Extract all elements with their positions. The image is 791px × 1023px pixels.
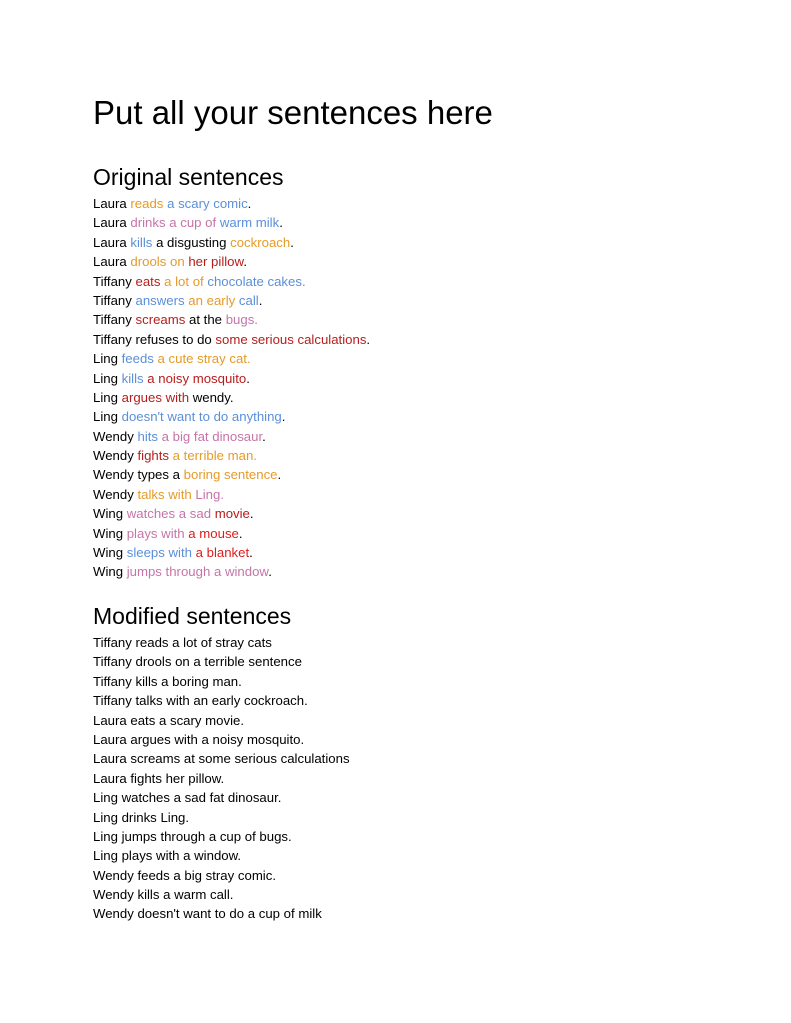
sentence-segment: Wing [93,564,127,580]
sentence-segment: . [249,545,253,561]
sentence-segment: . [243,254,247,270]
original-sentence [93,562,370,581]
original-sentence [93,369,370,388]
sentence-segment: drools on [130,254,189,270]
original-sentence [93,446,370,465]
sentence-segment: . [262,428,266,444]
sentence-segment: a window [213,564,269,580]
sentence-segment: kills [121,370,148,386]
modified-sentence: Wendy feeds a big stray comic. [93,867,276,883]
sentence-segment: a mouse [188,525,239,541]
sentence-segment: scary comic [178,196,248,211]
modified-sentence: Tiffany talks with an early cockroach. [93,693,308,709]
modified-sentence: Laura fights her pillow. [93,770,225,786]
sentence-segment: a lot of [164,273,208,289]
sentence-segment: cockroach [230,234,291,250]
sentence-segment: cute stray cat. [168,351,251,367]
sentence-segment: argues with [121,389,193,405]
sentence-segment: Ling [93,351,122,367]
sentence-segment: a sad [178,506,215,522]
sentence-segment: . [366,331,371,347]
original-sentence [93,310,370,329]
modified-sentence: Ling plays with a window. [93,848,242,864]
sentence-segment: a terrible man. [172,448,257,464]
sentence-segment: Laura [93,215,131,231]
sentence-segment: . [258,292,263,308]
original-sentence [93,388,370,407]
modified-sentence: Ling jumps through a cup of bugs. [93,828,292,844]
sentence-segment: chocolate cakes. [207,273,306,289]
sentence-segment: movie [214,506,250,522]
modified-sentence: Laura screams at some serious calculations [93,751,350,767]
sentence-segment: Tiffany [93,273,136,289]
sentence-segment: . [268,564,272,580]
original-sentence [93,524,370,543]
original-sentence [93,330,370,349]
sentence-segment: . [290,234,294,250]
original-sentence [93,349,370,368]
modified-sentence: Tiffany drools on a terrible sentence [93,654,302,670]
sentence-segment: call [238,292,259,308]
sentence-segment: her pillow [188,254,244,270]
sentence-segment: Laura [93,196,131,211]
sentence-segment: . [238,525,243,541]
sentence-segment: Tiffany [93,292,136,308]
modified-sentence: Ling watches a sad fat dinosaur. [93,790,282,806]
sentence-segment: Ling. [195,486,224,502]
original-sentence [93,233,370,252]
sentence-segment: Ling [93,389,122,405]
sentence-segment: Ling [93,370,122,386]
modified-sentence: Wendy kills a warm call. [93,887,234,903]
sentence-segment: . [281,409,286,425]
sentence-segment: wendy. [192,389,234,405]
sentence-segment: a [161,428,173,444]
modified-sentences-heading: Modified sentences [93,603,292,629]
original-sentence [93,213,370,232]
sentence-segment: Wendy [93,448,138,464]
sentence-segment: a blanket [195,545,250,561]
sentence-segment: Ling [93,409,122,425]
sentence-segment: reads [130,196,168,211]
modified-sentence: Laura eats a scary movie. [93,712,244,728]
sentence-segment: answers [135,292,189,308]
sentence-segment: Laura [93,254,131,270]
modified-sentence: Tiffany kills a boring man. [93,673,242,689]
sentence-segment: Wendy [93,486,138,502]
sentence-segment: warm milk [219,215,280,231]
original-sentences-list [93,194,370,582]
sentence-segment: bugs. [225,312,258,328]
sentence-segment: . [279,215,283,231]
original-sentences-heading: Original sentences [93,164,284,190]
sentence-segment: . [246,370,250,386]
original-sentence [93,407,370,426]
sentence-segment: Tiffany refuses to do [93,331,216,347]
sentence-segment: . [277,467,282,483]
original-sentence [93,272,370,291]
sentence-segment: big fat dinosaur [172,428,263,444]
sentence-segment: kills [130,234,157,250]
original-sentence [93,427,370,446]
modified-sentence: Laura argues with a noisy mosquito. [93,731,305,747]
sentence-segment: a [157,351,169,367]
sentence-segment: Wendy [93,428,138,444]
sentence-segment: plays with [126,525,189,541]
modified-sentence: Wendy doesn't want to do a cup of milk [93,906,322,922]
sentence-segment: talks with [137,486,196,502]
sentence-segment: fights [137,448,173,464]
sentence-segment: Wendy types a [93,467,184,483]
sentence-segment: a cup of [169,215,220,231]
original-sentence [93,504,370,523]
sentence-segment: doesn't want to do anything [121,409,282,425]
sentence-segment: Wing [93,525,127,541]
sentence-segment: feeds [121,351,158,367]
sentence-segment: at the [189,312,226,328]
sentence-segment: Wing [93,506,127,522]
sentence-segment: watches [126,506,179,522]
sentence-segment: boring sentence [183,467,278,483]
sentence-segment: Tiffany [93,312,136,328]
sentence-segment: a disgusting [156,234,231,250]
sentence-segment: . [247,196,252,211]
page-title: Put all your sentences here [93,94,493,131]
sentence-segment: eats [135,273,165,289]
sentence-segment: Laura [93,234,131,250]
original-sentence [93,485,370,504]
sentence-segment: drinks [130,215,170,231]
original-sentence [93,194,370,213]
sentence-segment: some serious calculations [215,331,367,347]
sentence-segment: a [167,196,179,211]
original-sentence [93,252,370,271]
sentence-segment: sleeps with [126,545,196,561]
modified-sentence: Tiffany reads a lot of stray cats [93,635,272,650]
sentence-segment: jumps through [126,564,214,580]
sentence-segment: screams [135,312,190,328]
sentence-segment: Wing [93,545,127,561]
modified-sentences-list [93,633,350,924]
original-sentence [93,543,370,562]
sentence-segment: . [249,506,254,522]
sentence-segment: a noisy mosquito [147,370,247,386]
sentence-segment: hits [137,428,162,444]
original-sentence [93,465,370,484]
sentence-segment: an early [188,292,239,308]
modified-sentence: Ling drinks Ling. [93,809,190,825]
original-sentence [93,291,370,310]
